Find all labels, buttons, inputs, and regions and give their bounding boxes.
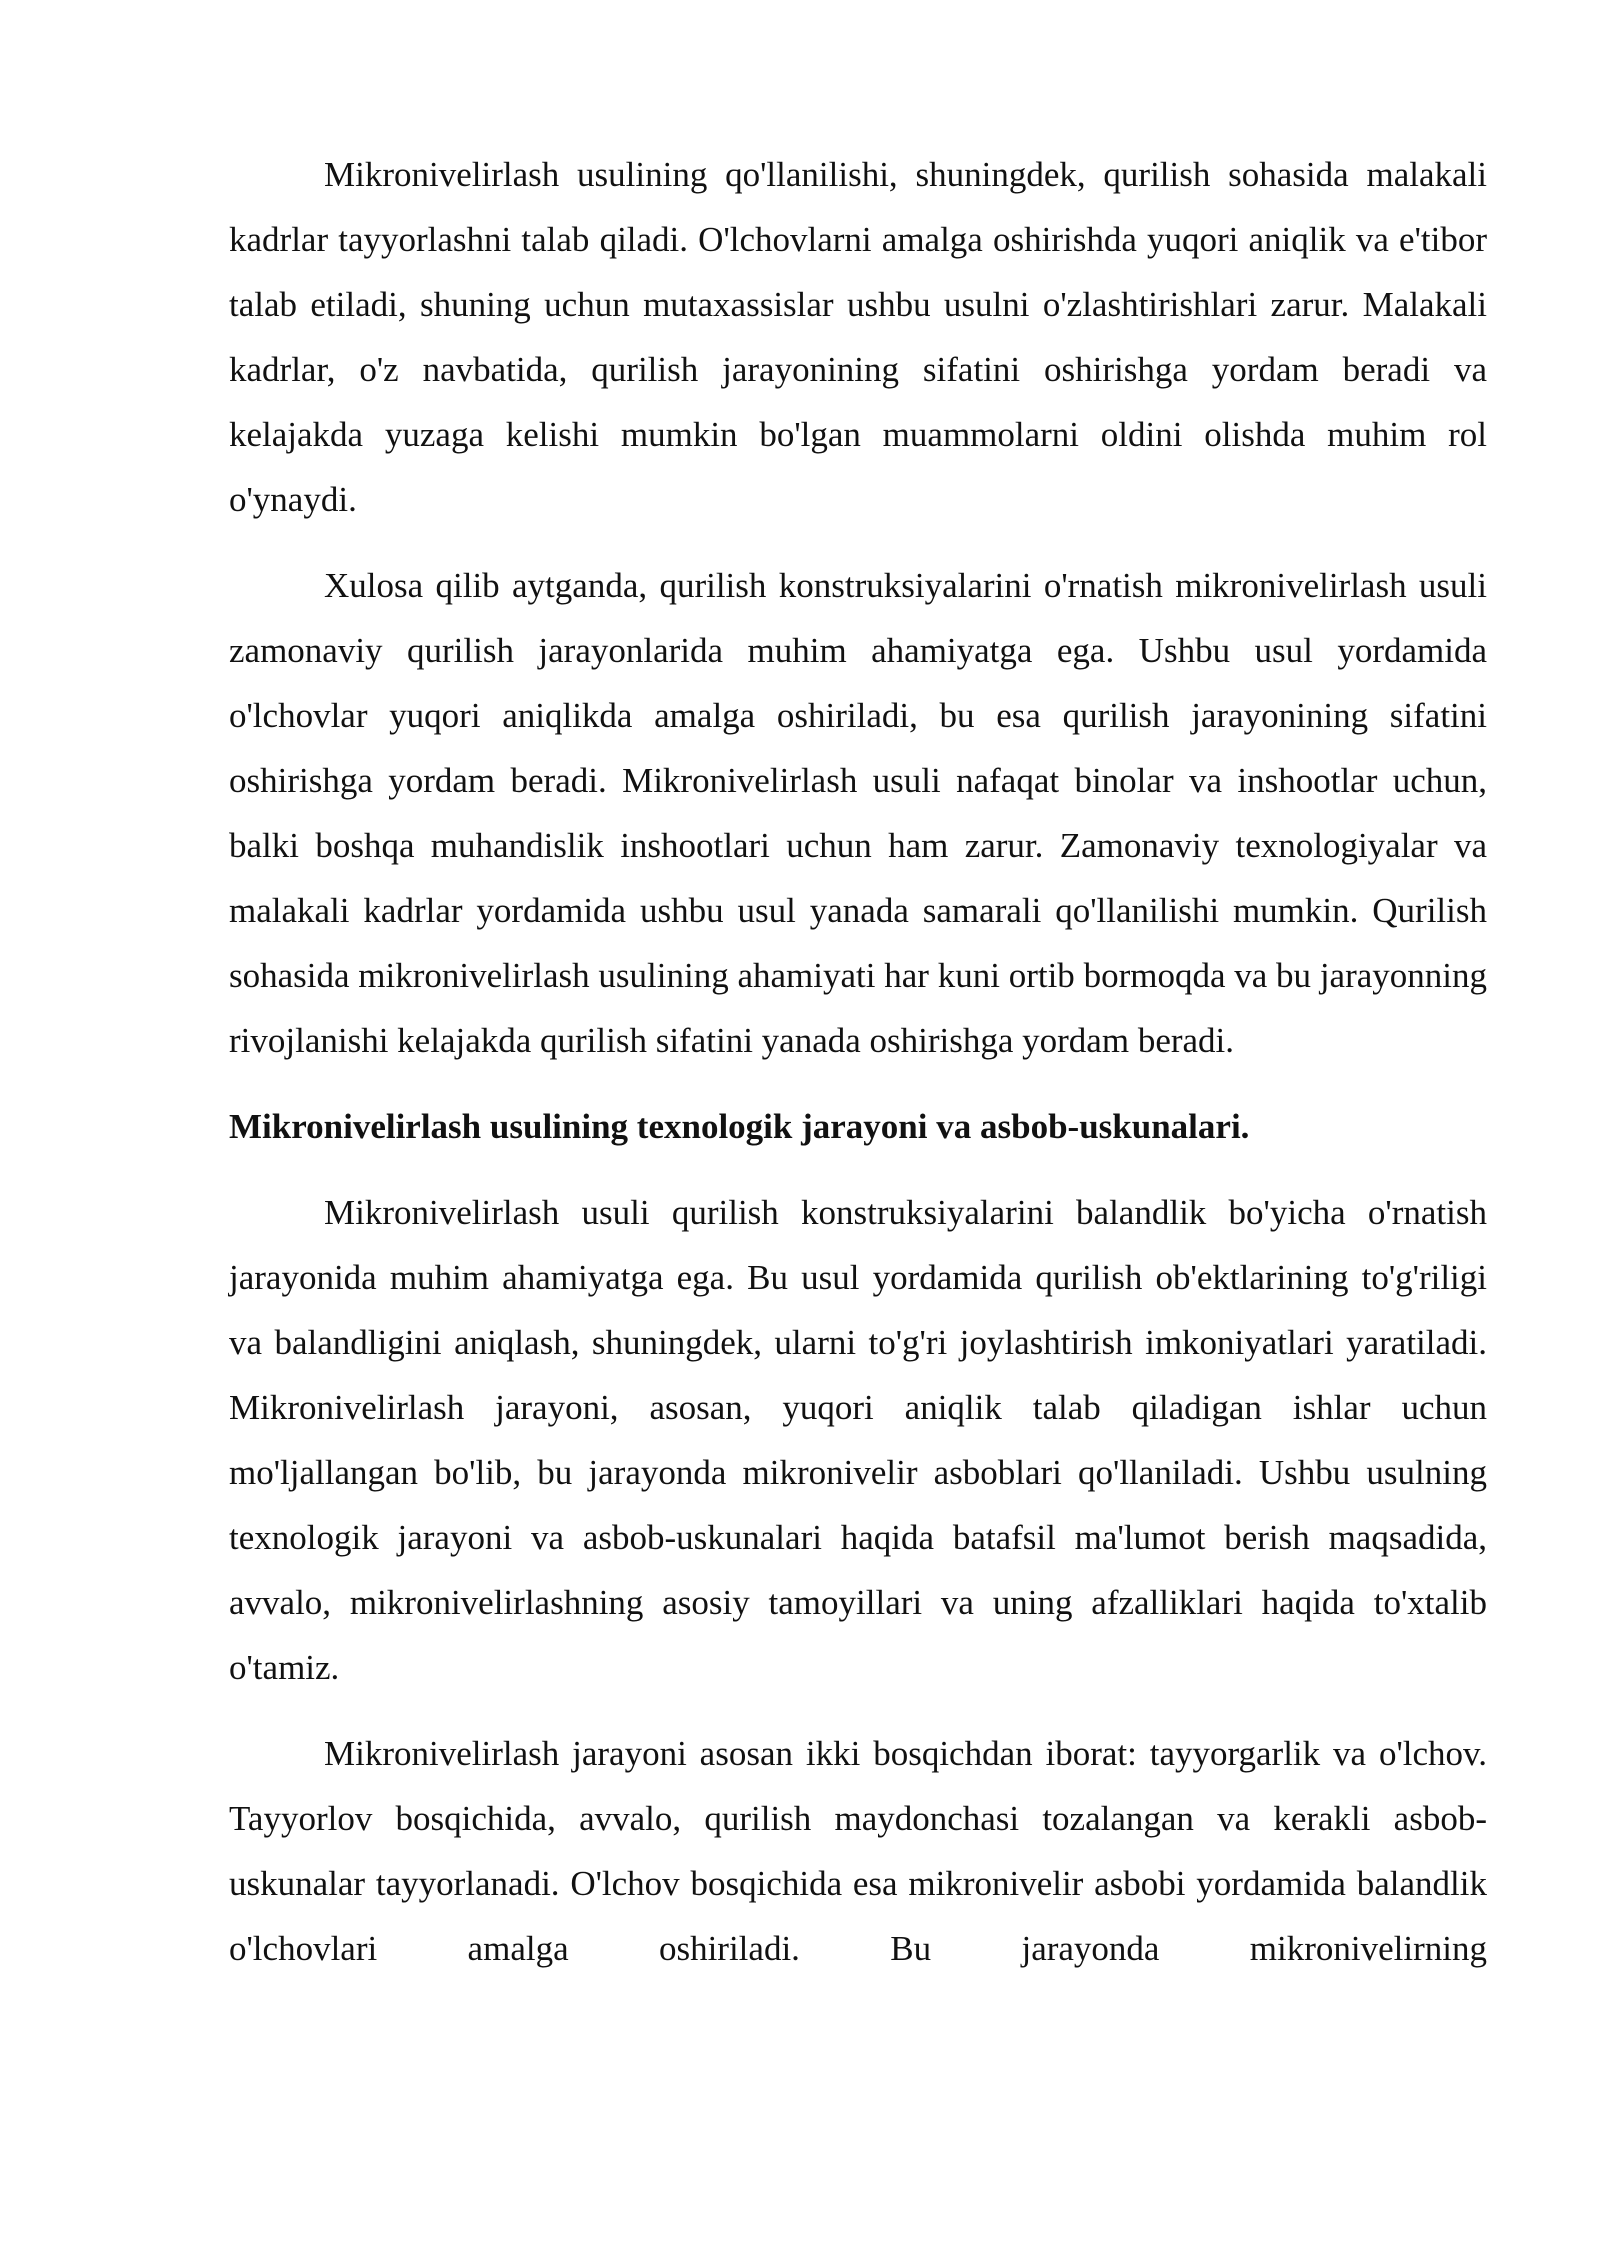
paragraph-conclusion: Xulosa qilib aytganda, qurilish konstruksiyalarini o'rnatish mikronivelirlash usuli zamonaviy qurilish jarayonlarida muhim ahamiyatga ega. Ushbu usul yordamida o'lchovlar yuqori aniqlikda amalga oshiriladi, bu esa qurilish jarayonining sifatini oshirishga yordam beradi. Mikronivelirlash usuli nafaqat binolar va inshootlar uchun, balki boshqa muhandislik inshootlari uchun ham zarur. Zamonaviy texnologiyalar va malakali kadrlar yordamida ushbu usul yanada samarali qo'llanilishi mumkin. Qurilish sohasida mikronivelirlash usulining ahamiyati har kuni ortib bormoqda va bu jarayonning rivojlanishi kelajakda qurilish sifatini yanada oshirishga yordam beradi. (229, 566, 1487, 1060)
paragraph-skilled-personnel: Mikronivelirlash usulining qo'llanilishi, shuningdek, qurilish sohasida malakali kadrlar tayyorlashni talab qiladi. O'lchovlarni amalga oshirishda yuqori aniqlik va e'tibor talab etiladi, shuning uchun mutaxassislar ushbu usulni o'zlashtirishlari zarur. Malakali kadrlar, o'z navbatida, qurilish jarayonining sifatini oshirishga yordam beradi va kelajakda yuzaga kelishi mumkin bo'lgan muammolarni oldini olishda muhim rol o'ynaydi. (229, 155, 1487, 519)
paragraph-method-overview: Mikronivelirlash usuli qurilish konstruksiyalarini balandlik bo'yicha o'rnatish jarayonida muhim ahamiyatga ega. Bu usul yordamida qurilish ob'ektlarining to'g'riligi va balandligini aniqlash, shuningdek, ularni to'g'ri joylashtirish imkoniyatlari yaratiladi. Mikronivelirlash jarayoni, asosan, yuqori aniqlik talab qiladigan ishlar uchun mo'ljallangan bo'lib, bu jarayonda mikronivelir asboblari qo'llaniladi. Ushbu usulning texnologik jarayoni va asbob-uskunalari haqida batafsil ma'lumot berish maqsadida, avvalo, mikronivelirlashning asosiy tamoyillari va uning afzalliklari haqida to'xtalib o'tamiz. (229, 1193, 1487, 1687)
document-body (229, 142, 1487, 2002)
paragraph-process-stages: Mikronivelirlash jarayoni asosan ikki bosqichdan iborat: tayyorgarlik va o'lchov. Tayyorlov bosqichida, avvalo, qurilish maydonchasi tozalangan va kerakli asbob-uskunalar tayyorlanadi. O'lchov bosqichida esa mikronivelir asbobi yordamida balandlik o'lchovlari amalga oshiriladi. Bu jarayonda mikronivelirning (229, 1734, 1487, 1968)
section-heading: Mikronivelirlash usulining texnologik jarayoni va asbob-uskunalari. (229, 1107, 1250, 1146)
